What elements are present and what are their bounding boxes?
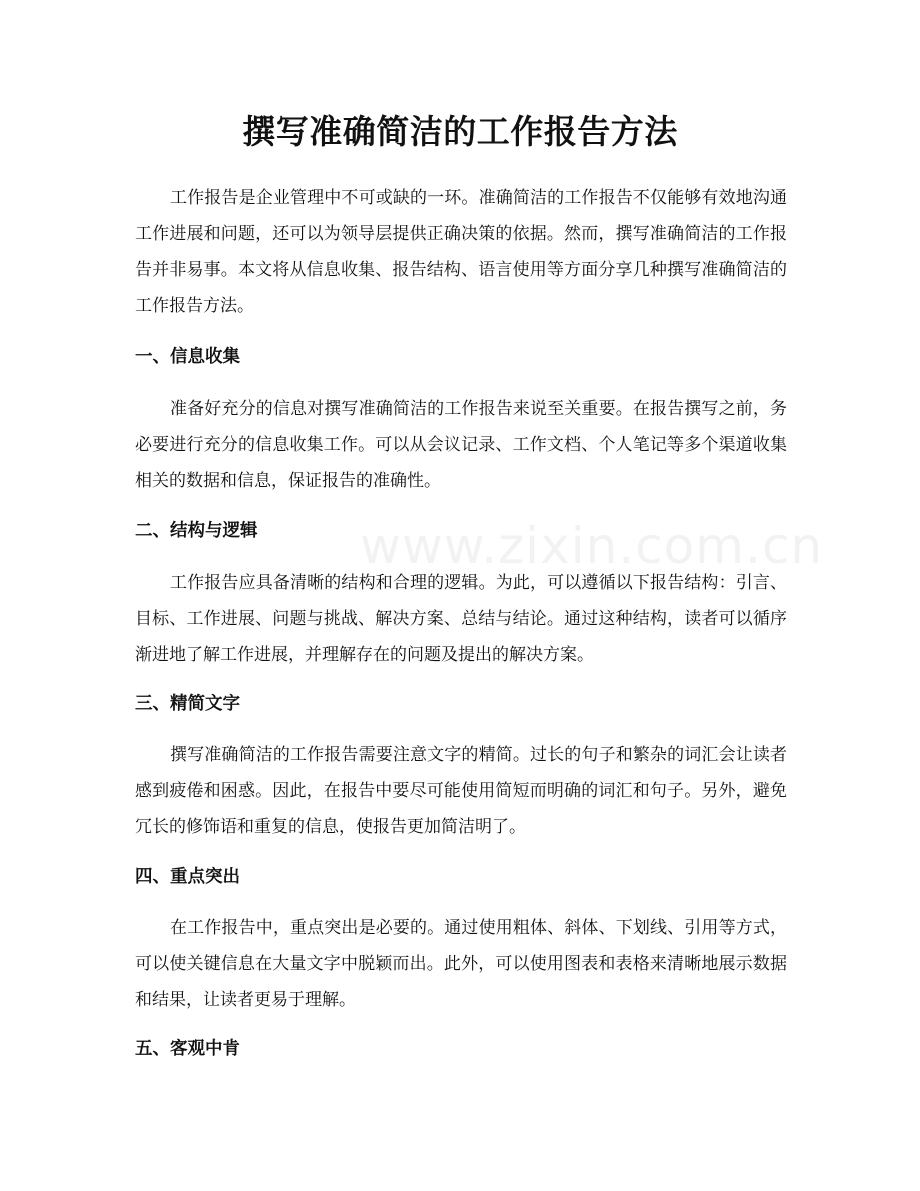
document-title: 撰写准确简洁的工作报告方法	[242, 112, 678, 151]
intro-paragraph: 工作报告是企业管理中不可或缺的一环。准确简洁的工作报告不仅能够有效地沟通工作进展和问题，还可以为领导层提供正确决策的依据。然而，撰写准确简洁的工作报告并非易事。本文将从信息收集、报告结构、语言使用等方面分享几种撰写准确简洁的工作报告方法。	[135, 188, 787, 316]
section-heading-4: 四、重点突出	[135, 867, 240, 887]
section-heading-2: 二、结构与逻辑	[135, 521, 258, 541]
section-body-1: 准备好充分的信息对撰写准确简洁的工作报告来说至关重要。在报告撰写之前，务必要进行充分的信息收集工作。可以从会议记录、工作文档、个人笔记等多个渠道收集相关的数据和信息，保证报告的准确性。	[135, 399, 787, 491]
watermark: www.zixin.com.cn	[360, 517, 824, 575]
section-heading-5: 五、客观中肯	[135, 1039, 240, 1059]
section-body-2: 工作报告应具备清晰的结构和合理的逻辑。为此，可以遵循以下报告结构：引言、目标、工作进展、问题与挑战、解决方案、总结与结论。通过这种结构，读者可以循序渐进地了解工作进展，并理解存在的问题及提出的解决方案。	[135, 573, 787, 665]
section-heading-1: 一、信息收集	[135, 347, 240, 367]
section-heading-3: 三、精简文字	[135, 694, 240, 714]
section-body-3: 撰写准确简洁的工作报告需要注意文字的精简。过长的句子和繁杂的词汇会让读者感到疲倦和困惑。因此，在报告中要尽可能使用简短而明确的词汇和句子。另外，避免冗长的修饰语和重复的信息，使报告更加简洁明了。	[135, 745, 787, 837]
section-body-4: 在工作报告中，重点突出是必要的。通过使用粗体、斜体、下划线、引用等方式，可以使关键信息在大量文字中脱颖而出。此外，可以使用图表和表格来清晰地展示数据和结果，让读者更易于理解。	[135, 918, 787, 1010]
